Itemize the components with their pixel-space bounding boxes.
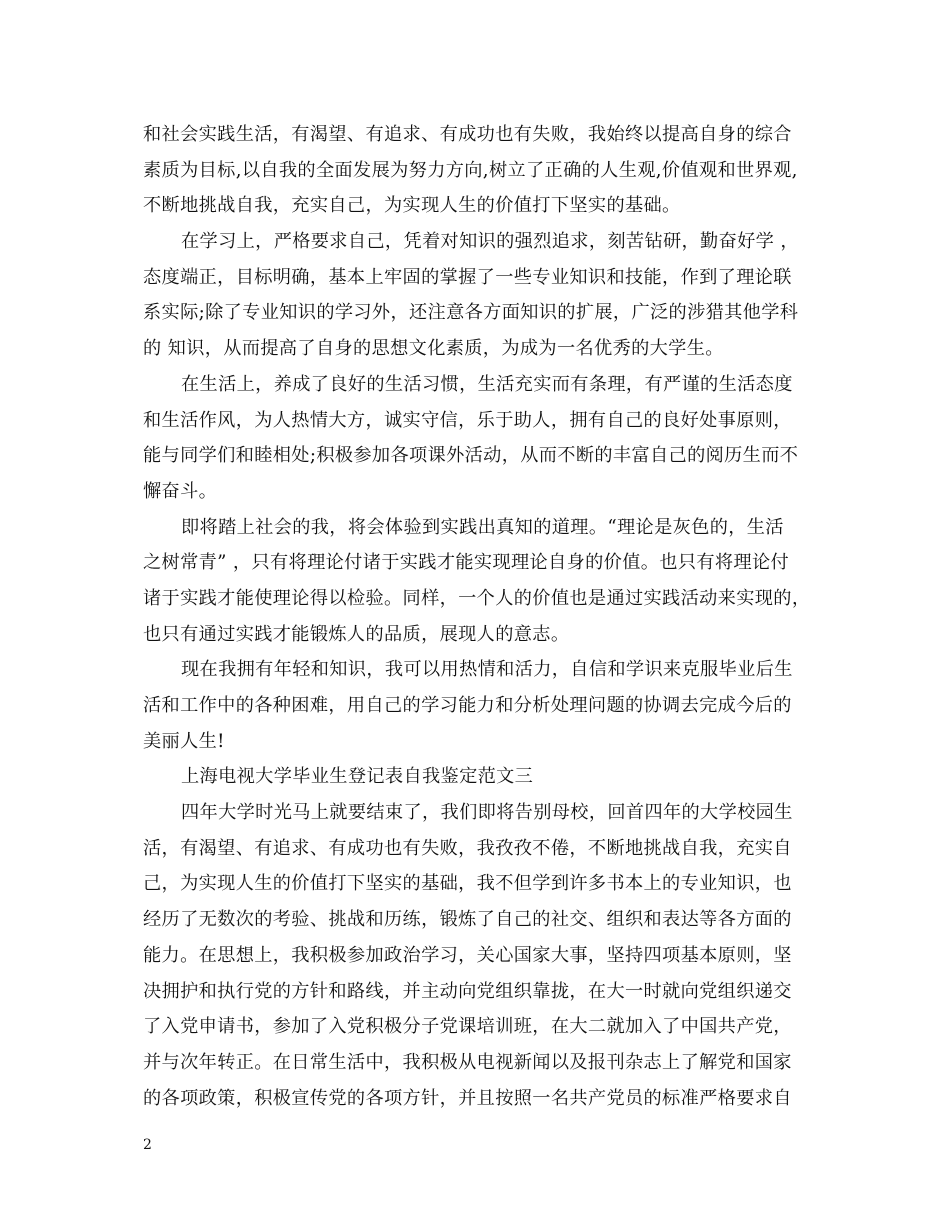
text-line: 和社会实践生活，有渴望、有追求、有成功也有失败，我始终以提高自身的综合 (143, 124, 792, 145)
text-line: 即将踏上社会的我，将会体验到实践出真知的道理。“理论是灰色的，生活 (181, 516, 784, 538)
text-line: 活，有渴望、有追求、有成功也有失败，我孜孜不倦，不断地挑战自我，充实自 (143, 837, 792, 859)
text-line: 素质为目标,以自我的全面发展为努力方向,树立了正确的人生观,价值观和世界观, (143, 159, 798, 181)
text-line: 上海电视大学毕业生登记表自我鉴定范文三 (181, 766, 534, 788)
text-line: 的 知识，从而提高了自身的思想文化素质，为成为一名优秀的大学生。 (143, 338, 724, 360)
text-line: 并与次年转正。在日常生活中，我积极从电视新闻以及报刊杂志上了解党和国家 (143, 1051, 792, 1073)
text-line: 现在我拥有年轻和知识，我可以用热情和活力，自信和学识来克服毕业后生 (181, 659, 793, 681)
text-line: 己，为实现人生的价值打下坚实的基础，我不但学到许多书本上的专业知识，也 (143, 873, 792, 895)
text-line: 的各项政策，积极宣传党的各项方针，并且按照一名共产党员的标准严格要求自 (143, 1087, 792, 1109)
text-line: 美丽人生! (143, 730, 225, 752)
text-line: 经历了无数次的考验、挑战和历练，锻炼了自己的社交、组织和表达等各方面的 (143, 909, 792, 931)
text-line: 也只有通过实践才能锻炼人的品质，展现人的意志。 (143, 623, 570, 645)
text-line: 不断地挑战自我，充实自己，为实现人生的价值打下坚实的基础。 (143, 195, 681, 217)
text-line: 能与同学们和睦相处;积极参加各项课外活动，从而不断的丰富自己的阅历生而不 (143, 445, 799, 467)
text-line: 之树常青” ，只有将理论付诸于实践才能实现理论自身的价值。也只有将理论付 (143, 552, 790, 574)
text-line: 在生活上，养成了良好的生活习惯，生活充实而有条理，有严谨的生活态度 (181, 373, 793, 395)
text-line: 决拥护和执行党的方针和路线，并主动向党组织靠拢，在大一时就向党组织递交 (143, 980, 792, 1002)
text-line: 活和工作中的各种困难，用自己的学习能力和分析处理问题的协调去完成今后的 (143, 695, 792, 716)
text-line: 了入党申请书，参加了入党积极分子党课培训班，在大二就加入了中国共产党， (143, 1016, 792, 1038)
text-line: 系实际;除了专业知识的学习外，还注意各方面知识的扩展，广泛的涉猎其他学科 (143, 302, 799, 324)
text-line: 和生活作风，为人热情大方，诚实守信，乐于助人，拥有自己的良好处事原则， (143, 409, 792, 431)
text-line: 能力。在思想上，我积极参加政治学习，关心国家大事，坚持四项基本原则，坚 (143, 944, 792, 966)
page-number: 2 (143, 1137, 152, 1153)
body-text (143, 117, 823, 1116)
text-line: 在学习上，严格要求自己，凭着对知识的强烈追求，刻苦钻研，勤奋好学 ， (181, 231, 799, 253)
text-line: 懈奋斗。 (143, 480, 218, 502)
text-line: 诸于实践才能使理论得以检验。同样，一个人的价值也是通过实践活动来实现的， (143, 587, 811, 609)
text-line: 四年大学时光马上就要结束了，我们即将告别母校，回首四年的大学校园生 (181, 802, 793, 824)
text-line: 态度端正，目标明确，基本上牢固的掌握了一些专业知识和技能，作到了理论联 (143, 266, 792, 288)
